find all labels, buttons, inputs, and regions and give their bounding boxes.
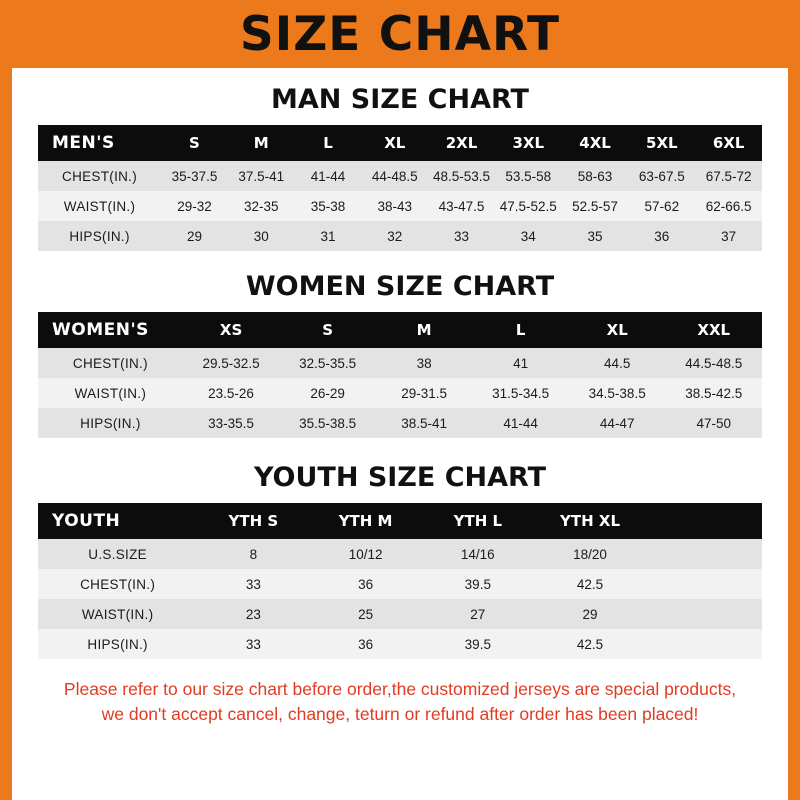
footer-note-line-1: Please refer to our size chart before order,the customized jerseys are special products, — [63, 679, 737, 699]
column-header: YTH L — [422, 503, 534, 539]
table-cell: 47.5-52.5 — [495, 191, 562, 221]
table-cell: 38 — [376, 348, 473, 378]
table-cell: 33 — [197, 569, 309, 599]
table-cell: 33 — [197, 629, 309, 659]
table-cell: 41-44 — [472, 408, 569, 438]
table-cell: 41-44 — [295, 161, 362, 191]
table-cell: 63-67.5 — [628, 161, 695, 191]
table-cell-empty — [646, 539, 762, 569]
table-cell: 33-35.5 — [183, 408, 280, 438]
footer-note-line-2: we don't accept cancel, change, teturn or refund after order has been placed! — [101, 704, 699, 725]
table-header-row — [38, 503, 762, 539]
table-cell: 43-47.5 — [428, 191, 495, 221]
section-title-youth: YOUTH SIZE CHART — [253, 462, 547, 493]
table-row — [38, 221, 762, 251]
content — [12, 84, 788, 728]
table-row — [38, 408, 762, 438]
row-label: WAIST(IN.) — [38, 378, 183, 408]
column-header: XS — [183, 312, 280, 348]
table-cell: 32-35 — [228, 191, 295, 221]
table-cell: 35-37.5 — [161, 161, 228, 191]
table-row — [38, 378, 762, 408]
youth-size-table — [38, 503, 762, 659]
table-cell: 53.5-58 — [495, 161, 562, 191]
section-title-women: WOMEN SIZE CHART — [245, 271, 555, 302]
banner — [0, 0, 800, 68]
table-row — [38, 348, 762, 378]
row-label: CHEST(IN.) — [38, 348, 183, 378]
table-row — [38, 161, 762, 191]
table-cell: 29.5-32.5 — [183, 348, 280, 378]
column-header: XXL — [665, 312, 762, 348]
table-cell: 27 — [422, 599, 534, 629]
table-cell: 38-43 — [361, 191, 428, 221]
table-cell: 14/16 — [422, 539, 534, 569]
table-cell: 44.5 — [569, 348, 666, 378]
table-cell: 23.5-26 — [183, 378, 280, 408]
row-label: HIPS(IN.) — [38, 221, 161, 251]
table-cell: 48.5-53.5 — [428, 161, 495, 191]
table-cell: 37 — [695, 221, 762, 251]
row-label: CHEST(IN.) — [38, 161, 161, 191]
table-cell: 26-29 — [279, 378, 376, 408]
table-cell: 38.5-42.5 — [665, 378, 762, 408]
row-label: WAIST(IN.) — [38, 599, 197, 629]
table-cell-empty — [646, 599, 762, 629]
column-header: 6XL — [695, 125, 762, 161]
column-header: M — [376, 312, 473, 348]
column-header: L — [295, 125, 362, 161]
table-row — [38, 569, 762, 599]
row-label: U.S.SIZE — [38, 539, 197, 569]
table-cell: 10/12 — [309, 539, 421, 569]
table-cell: 36 — [628, 221, 695, 251]
table-row — [38, 599, 762, 629]
column-header: YTH S — [197, 503, 309, 539]
column-header: YTH M — [309, 503, 421, 539]
row-label: WAIST(IN.) — [38, 191, 161, 221]
table-cell: 32 — [361, 221, 428, 251]
table-cell: 29 — [534, 599, 646, 629]
section-women — [38, 271, 762, 438]
section-youth — [38, 462, 762, 659]
column-header: WOMEN'S — [38, 312, 183, 348]
column-header: M — [228, 125, 295, 161]
table-cell: 34.5-38.5 — [569, 378, 666, 408]
table-cell: 36 — [309, 569, 421, 599]
table-cell: 47-50 — [665, 408, 762, 438]
table-cell: 37.5-41 — [228, 161, 295, 191]
column-header: XL — [569, 312, 666, 348]
table-cell: 44-47 — [569, 408, 666, 438]
table-cell: 62-66.5 — [695, 191, 762, 221]
table-cell-empty — [646, 569, 762, 599]
table-cell: 32.5-35.5 — [279, 348, 376, 378]
row-label: CHEST(IN.) — [38, 569, 197, 599]
table-cell: 58-63 — [562, 161, 629, 191]
table-cell: 39.5 — [422, 569, 534, 599]
table-cell: 42.5 — [534, 569, 646, 599]
table-cell: 42.5 — [534, 629, 646, 659]
row-label: HIPS(IN.) — [38, 408, 183, 438]
column-header: MEN'S — [38, 125, 161, 161]
column-header: S — [279, 312, 376, 348]
table-cell: 8 — [197, 539, 309, 569]
women-size-table — [38, 312, 762, 438]
table-cell: 67.5-72 — [695, 161, 762, 191]
table-cell: 38.5-41 — [376, 408, 473, 438]
table-row — [38, 629, 762, 659]
table-cell: 29-32 — [161, 191, 228, 221]
man-size-table — [38, 125, 762, 251]
table-cell: 34 — [495, 221, 562, 251]
table-row — [38, 539, 762, 569]
column-header: L — [472, 312, 569, 348]
table-cell: 25 — [309, 599, 421, 629]
table-cell: 33 — [428, 221, 495, 251]
table-cell: 31.5-34.5 — [472, 378, 569, 408]
row-label: HIPS(IN.) — [38, 629, 197, 659]
column-header: 2XL — [428, 125, 495, 161]
table-cell: 39.5 — [422, 629, 534, 659]
table-cell: 52.5-57 — [562, 191, 629, 221]
table-cell: 30 — [228, 221, 295, 251]
column-header: XL — [361, 125, 428, 161]
table-cell: 29 — [161, 221, 228, 251]
table-cell: 29-31.5 — [376, 378, 473, 408]
table-cell: 41 — [472, 348, 569, 378]
column-header: 5XL — [628, 125, 695, 161]
page-title: SIZE CHART — [239, 6, 561, 62]
section-title-man: MAN SIZE CHART — [271, 84, 529, 115]
table-row — [38, 191, 762, 221]
table-cell: 36 — [309, 629, 421, 659]
footer-note — [38, 677, 762, 728]
column-header: 4XL — [562, 125, 629, 161]
table-cell: 44.5-48.5 — [665, 348, 762, 378]
table-cell-empty — [646, 629, 762, 659]
table-cell: 18/20 — [534, 539, 646, 569]
section-man — [38, 84, 762, 251]
column-header: 3XL — [495, 125, 562, 161]
column-header: YTH XL — [534, 503, 646, 539]
table-cell: 44-48.5 — [361, 161, 428, 191]
table-header-row — [38, 312, 762, 348]
table-cell: 35.5-38.5 — [279, 408, 376, 438]
column-header-empty — [646, 503, 762, 539]
column-header: S — [161, 125, 228, 161]
table-cell: 35-38 — [295, 191, 362, 221]
table-cell: 57-62 — [628, 191, 695, 221]
table-header-row — [38, 125, 762, 161]
table-cell: 23 — [197, 599, 309, 629]
table-cell: 31 — [295, 221, 362, 251]
column-header: YOUTH — [38, 503, 197, 539]
table-cell: 35 — [562, 221, 629, 251]
